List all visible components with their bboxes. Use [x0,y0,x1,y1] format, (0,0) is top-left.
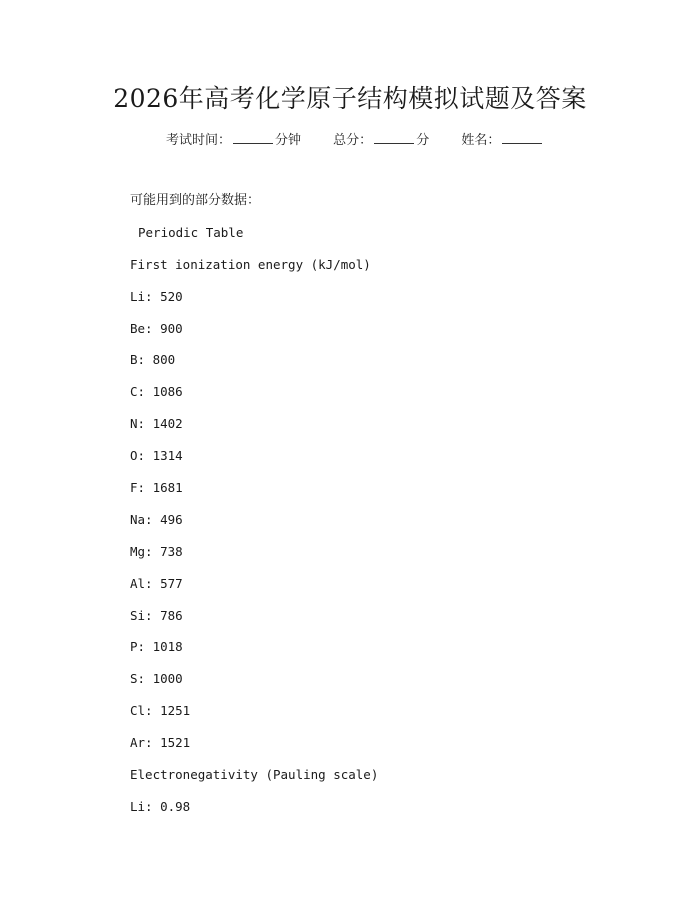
electronegativity-entry: Li: 0.98 [130,798,191,814]
score-unit: 分 [416,133,430,148]
score-blank [374,131,414,144]
name-field [461,133,544,148]
ionization-entry: C: 1086 [130,384,183,400]
name-blank [502,131,542,144]
ionization-entry: Li: 520 [130,288,183,304]
ionization-entry: S: 1000 [130,671,183,687]
document-title: 2026年高考化学原子结构模拟试题及答案 [113,84,587,113]
ionization-entry: Cl: 1251 [130,703,191,719]
section-heading-ionization: First ionization energy (kJ/mol) [130,256,371,272]
ionization-entry: N: 1402 [130,416,183,432]
time-unit: 分钟 [275,133,302,148]
score-field [333,133,429,148]
ionization-entry: F: 1681 [130,480,183,496]
ionization-entry: Al: 577 [130,575,183,591]
section-heading-electronegativity: Electronegativity (Pauling scale) [130,767,379,783]
time-blank [233,131,273,144]
ionization-entry: B: 800 [130,352,176,368]
section-heading-periodic: Periodic Table [138,224,244,240]
intro-text: 可能用到的部分数据： [130,193,261,208]
ionization-entry: Si: 786 [130,607,183,623]
ionization-entry: O: 1314 [130,448,183,464]
exam-meta [166,131,572,150]
ionization-entry: Na: 496 [130,511,183,527]
ionization-entry: P: 1018 [130,639,183,655]
ionization-entry: Be: 900 [130,320,183,336]
score-label: 总分： [333,133,373,148]
ionization-entry: Mg: 738 [130,543,183,559]
document-body [130,192,650,830]
name-label: 姓名： [461,133,501,148]
time-label: 考试时间： [166,133,232,148]
ionization-entry: Ar: 1521 [130,735,191,751]
time-field [166,133,301,148]
